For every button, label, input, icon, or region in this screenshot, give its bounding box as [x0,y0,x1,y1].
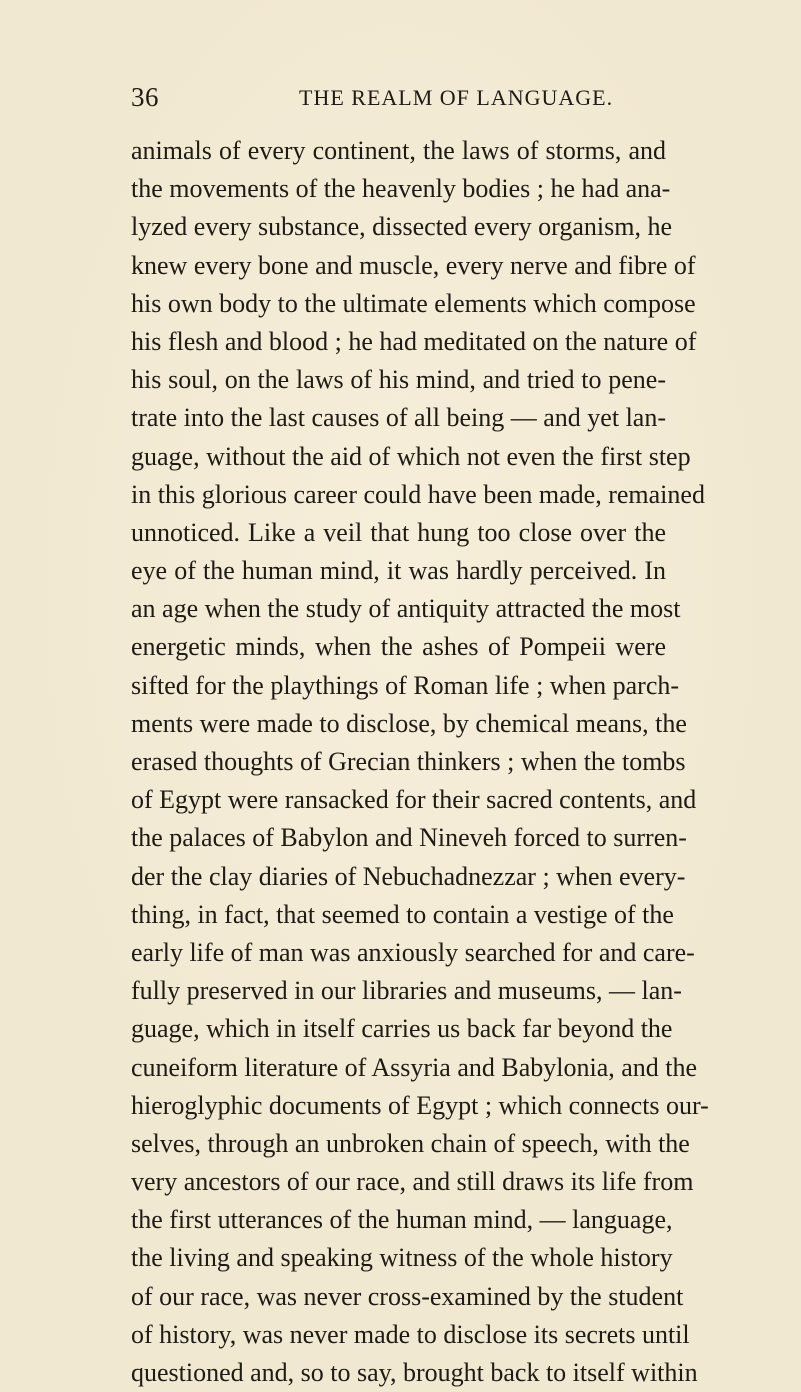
text-line: the movements of the heavenly bodies ; he had ana- [131,174,671,204]
text-line: the first utterances of the human mind, — language, [131,1205,673,1235]
text-line: questioned and, so to say, brought back to itself within [131,1358,698,1387]
text-line: unnoticed. Like a veil that hung too close over the [131,517,666,547]
text-line: eye of the human mind, it was hardly perceived. In [131,556,666,586]
text-line: der the clay diaries of Nebuchadnezzar ; when every- [131,861,686,891]
text-line: energetic minds, when the ashes of Pompeii were [131,632,666,662]
text-line: the living and speaking witness of the whole history [131,1243,673,1273]
text-line: the palaces of Babylon and Nineveh forced to surren- [131,823,687,853]
text-line: guage, without the aid of which not even the first step [131,441,691,471]
text-line: in this glorious career could have been made, remained [131,479,705,509]
text-line: thing, in fact, that seemed to contain a vestige of the [131,899,674,929]
text-line: fully preserved in our libraries and museums, — lan- [131,976,682,1006]
text-line: his flesh and blood ; he had meditated on the nature of [131,326,697,356]
text-line: erased thoughts of Grecian thinkers ; when the tombs [131,747,686,776]
text-line: early life of man was anxiously searched for and care- [131,937,695,967]
text-line: his own body to the ultimate elements which compose [131,288,696,318]
body-text [131,132,709,1392]
text-line: knew every bone and muscle, every nerve and fibre of [131,250,696,280]
text-line: ments were made to disclose, by chemical means, the [131,708,687,738]
running-head: THE REALM OF LANGUAGE. [299,85,614,110]
page-header [131,82,656,116]
text-line: an age when the study of antiquity attracted the most [131,594,681,624]
text-line: sifted for the playthings of Roman life ; when parch- [131,670,680,700]
text-line: hieroglyphic documents of Egypt ; which connects our- [131,1090,709,1120]
text-line: of our race, was never cross-examined by the student [131,1281,684,1311]
text-line: lyzed every substance, dissected every organism, he [131,212,672,242]
text-line: very ancestors of our race, and still draws its life from [131,1167,694,1197]
text-line: trate into the last causes of all being — and yet lan- [131,403,666,433]
text-line: cuneiform literature of Assyria and Babylonia, and the [131,1052,698,1082]
text-line: his soul, on the laws of his mind, and tried to pene- [131,365,666,395]
text-line: of Egypt were ransacked for their sacred contents, and [131,785,697,815]
text-line: guage, which in itself carries us back far beyond the [131,1014,673,1044]
page-number: 36 [131,82,159,112]
text-line: animals of every continent, the laws of storms, and [131,136,666,165]
text-line: of history, was never made to disclose its secrets until [131,1319,690,1349]
text-line: selves, through an unbroken chain of speech, with the [131,1128,690,1158]
